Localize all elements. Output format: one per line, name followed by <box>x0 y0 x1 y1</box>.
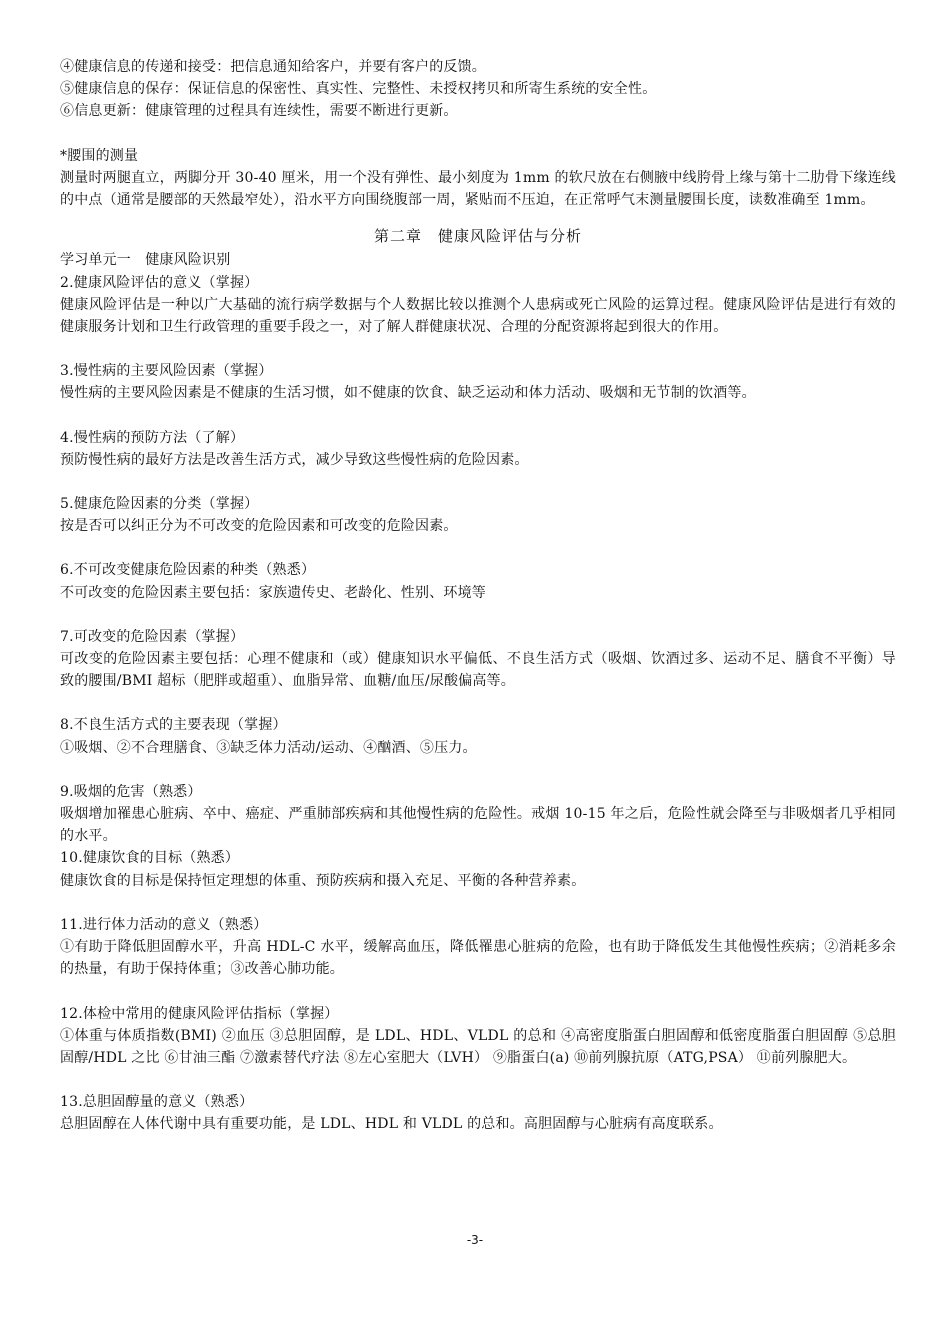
section-heading: 12.体检中常用的健康风险评估指标（掌握） <box>60 1005 339 1022</box>
paragraph: 测量时两腿直立，两脚分开 30-40 厘米，用一个没有弹性、最小刻度为 1mm 的软尺放在右侧腋中线胯骨上缘与第十二肋骨下缘连线的中点（通常是腰部的天然最窄处），沿水平方向围绕腹部一周，紧贴而不压迫，在正常呼气末测量腰围长度，读数准确至 1mm。 <box>60 169 896 209</box>
paragraph: 不可改变的危险因素主要包括：家族遗传史、老龄化、性别、环境等 <box>60 584 486 601</box>
section-heading: 2.健康风险评估的意义（掌握） <box>60 274 259 291</box>
section-heading: 7.可改变的危险因素（掌握） <box>60 628 245 645</box>
section-heading: 10.健康饮食的目标（熟悉） <box>60 850 240 867</box>
paragraph: 总胆固醇在人体代谢中具有重要功能，是 LDL、HDL 和 VLDL 的总和。高胆固醇与心脏病有高度联系。 <box>60 1116 723 1133</box>
paragraph: ①吸烟、②不合理膳食、③缺乏体力活动/运动、④酗酒、⑤压力。 <box>60 739 477 756</box>
paragraph: ①体重与体质指数(BMI) ②血压 ③总胆固醇，是 LDL、HDL、VLDL 的总和 ④高密度脂蛋白胆固醇和低密度脂蛋白胆固醇 ⑤总胆固醇/HDL 之比 ⑥甘油三酯 ⑦激素替代疗法 ⑧左心室肥大（LVH） ⑨脂蛋白(a) ⑩前列腺抗原（ATG,PSA） ⑪前列腺肥大。 <box>60 1027 896 1066</box>
section-heading: 13.总胆固醇量的意义（熟悉） <box>60 1094 254 1111</box>
text-line: ⑥信息更新：健康管理的过程具有连续性，需要不断进行更新。 <box>60 103 458 120</box>
chapter-title: 第二章 健康风险评估与分析 <box>373 227 582 246</box>
section-heading: 4.慢性病的预防方法（了解） <box>60 429 245 446</box>
unit-title: 学习单元一 健康风险识别 <box>60 252 231 269</box>
text-line: ④健康信息的传递和接受：把信息通知给客户，并要有客户的反馈。 <box>60 59 486 75</box>
paragraph: 健康风险评估是一种以广大基础的流行病学数据与个人数据比较以推测个人患病或死亡风险的运算过程。健康风险评估是进行有效的健康服务计划和卫生行政管理的重要手段之一，对了解人群健康状况、合理的分配资源将起到很大的作用。 <box>60 296 896 336</box>
paragraph: 慢性病的主要风险因素是不健康的生活习惯，如不健康的饮食、缺乏运动和体力活动、吸烟和无节制的饮酒等。 <box>60 385 756 402</box>
section-heading: 8.不良生活方式的主要表现（掌握） <box>60 717 287 734</box>
paragraph: 可改变的危险因素主要包括：心理不健康和（或）健康知识水平偏低、不良生活方式（吸烟、饮酒过多、运动不足、膳食不平衡）导致的腰围/BMI 超标（肥胖或超重）、血脂异常、血糖/血压/尿酸偏高等。 <box>60 651 896 690</box>
section-heading: 3.慢性病的主要风险因素（掌握） <box>60 363 273 380</box>
section-heading: 9.吸烟的危害（熟悉） <box>60 783 202 800</box>
paragraph: 健康饮食的目标是保持恒定理想的体重、预防疾病和摄入充足、平衡的各种营养素。 <box>60 872 586 889</box>
document-page <box>60 56 896 1136</box>
paragraph: 吸烟增加罹患心脏病、卒中、癌症、严重肺部疾病和其他慢性病的危险性。戒烟 10-15 年之后，危险性就会降至与非吸烟者几乎相同的水平。 <box>60 806 896 845</box>
section-heading: 11.进行体力活动的意义（熟悉） <box>60 916 268 933</box>
paragraph: ①有助于降低胆固醇水平，升高 HDL-C 水平，缓解高血压，降低罹患心脏病的危险，也有助于降低发生其他慢性疾病；②消耗多余的热量，有助于保持体重；③改善心肺功能。 <box>60 939 896 978</box>
section-heading: 6.不可改变健康危险因素的种类（熟悉） <box>60 562 316 579</box>
page-number: -3- <box>466 1233 484 1247</box>
section-heading: *腰围的测量 <box>60 147 139 164</box>
section-heading: 5.健康危险因素的分类（掌握） <box>60 496 259 513</box>
paragraph: 按是否可以纠正分为不可改变的危险因素和可改变的危险因素。 <box>60 518 458 535</box>
text-line: ⑤健康信息的保存：保证信息的保密性、真实性、完整性、未授权拷贝和所寄生系统的安全性。 <box>60 81 657 98</box>
paragraph: 预防慢性病的最好方法是改善生活方式，减少导致这些慢性病的危险因素。 <box>60 451 529 468</box>
